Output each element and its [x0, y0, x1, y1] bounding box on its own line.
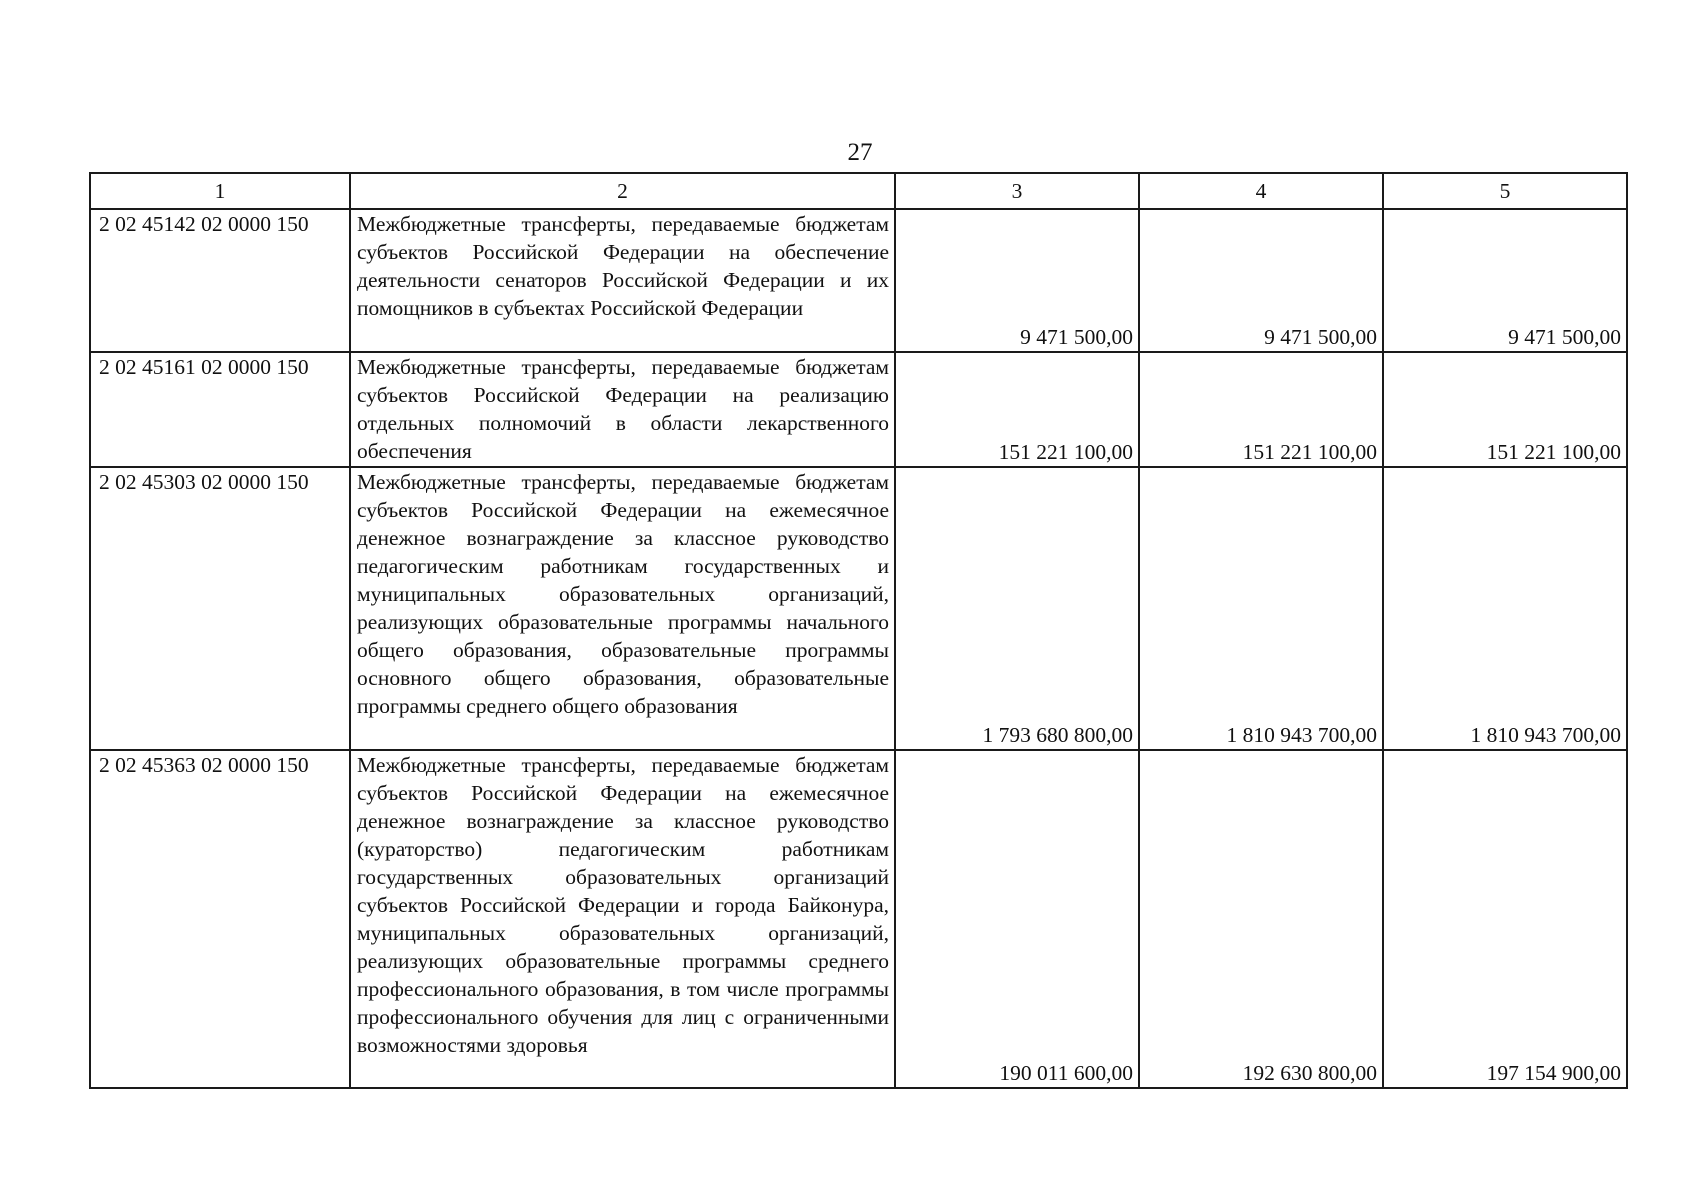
budget-code: 2 02 45363 02 0000 150 — [90, 750, 350, 1088]
amount-col5: 9 471 500,00 — [1383, 209, 1627, 352]
row-description: Межбюджетные трансферты, передаваемые бюджетам субъектов Российской Федерации на обеспечение деятельности сенаторов Российской Федерации и их помощников в субъектах Российской Федерации — [350, 209, 895, 352]
table-row — [90, 467, 1627, 750]
row-description: Межбюджетные трансферты, передаваемые бюджетам субъектов Российской Федерации на реализацию отдельных полномочий в области лекарственного обеспечения — [350, 352, 895, 467]
amount-col5: 197 154 900,00 — [1383, 750, 1627, 1088]
amount-col3: 9 471 500,00 — [895, 209, 1139, 352]
header-cell-4: 4 — [1139, 173, 1383, 209]
amount-col3: 190 011 600,00 — [895, 750, 1139, 1088]
table-row — [90, 352, 1627, 467]
row-description: Межбюджетные трансферты, передаваемые бюджетам субъектов Российской Федерации на ежемесячное денежное вознаграждение за классное руководство педагогическим работникам государственных и муниципальных образовательных организаций, реализующих образовательные программы начального общего образования, образовательные программы основного общего образования, образовательные программы среднего общего образования — [350, 467, 895, 750]
amount-col4: 151 221 100,00 — [1139, 352, 1383, 467]
budget-code: 2 02 45161 02 0000 150 — [90, 352, 350, 467]
header-cell-3: 3 — [895, 173, 1139, 209]
budget-code: 2 02 45303 02 0000 150 — [90, 467, 350, 750]
budget-code: 2 02 45142 02 0000 150 — [90, 209, 350, 352]
header-cell-5: 5 — [1383, 173, 1627, 209]
table-row — [90, 750, 1627, 1088]
table-row — [90, 209, 1627, 352]
amount-col4: 192 630 800,00 — [1139, 750, 1383, 1088]
amount-col5: 1 810 943 700,00 — [1383, 467, 1627, 750]
amount-col3: 1 793 680 800,00 — [895, 467, 1139, 750]
amount-col5: 151 221 100,00 — [1383, 352, 1627, 467]
header-cell-2: 2 — [350, 173, 895, 209]
amount-col4: 9 471 500,00 — [1139, 209, 1383, 352]
amount-col3: 151 221 100,00 — [895, 352, 1139, 467]
header-cell-1: 1 — [90, 173, 350, 209]
table-header-row — [90, 173, 1627, 209]
amount-col4: 1 810 943 700,00 — [1139, 467, 1383, 750]
page-number: 27 — [847, 139, 873, 166]
budget-table — [89, 172, 1628, 1089]
row-description: Межбюджетные трансферты, передаваемые бюджетам субъектов Российской Федерации на ежемесячное денежное вознаграждение за классное руководство (кураторство) педагогическим работникам государственных образовательных организаций субъектов Российской Федерации и города Байконура, муниципальных образовательных организаций, реализующих образовательные программы среднего профессионального образования, в том числе программы профессионального обучения для лиц с ограниченными возможностями здоровья — [350, 750, 895, 1088]
